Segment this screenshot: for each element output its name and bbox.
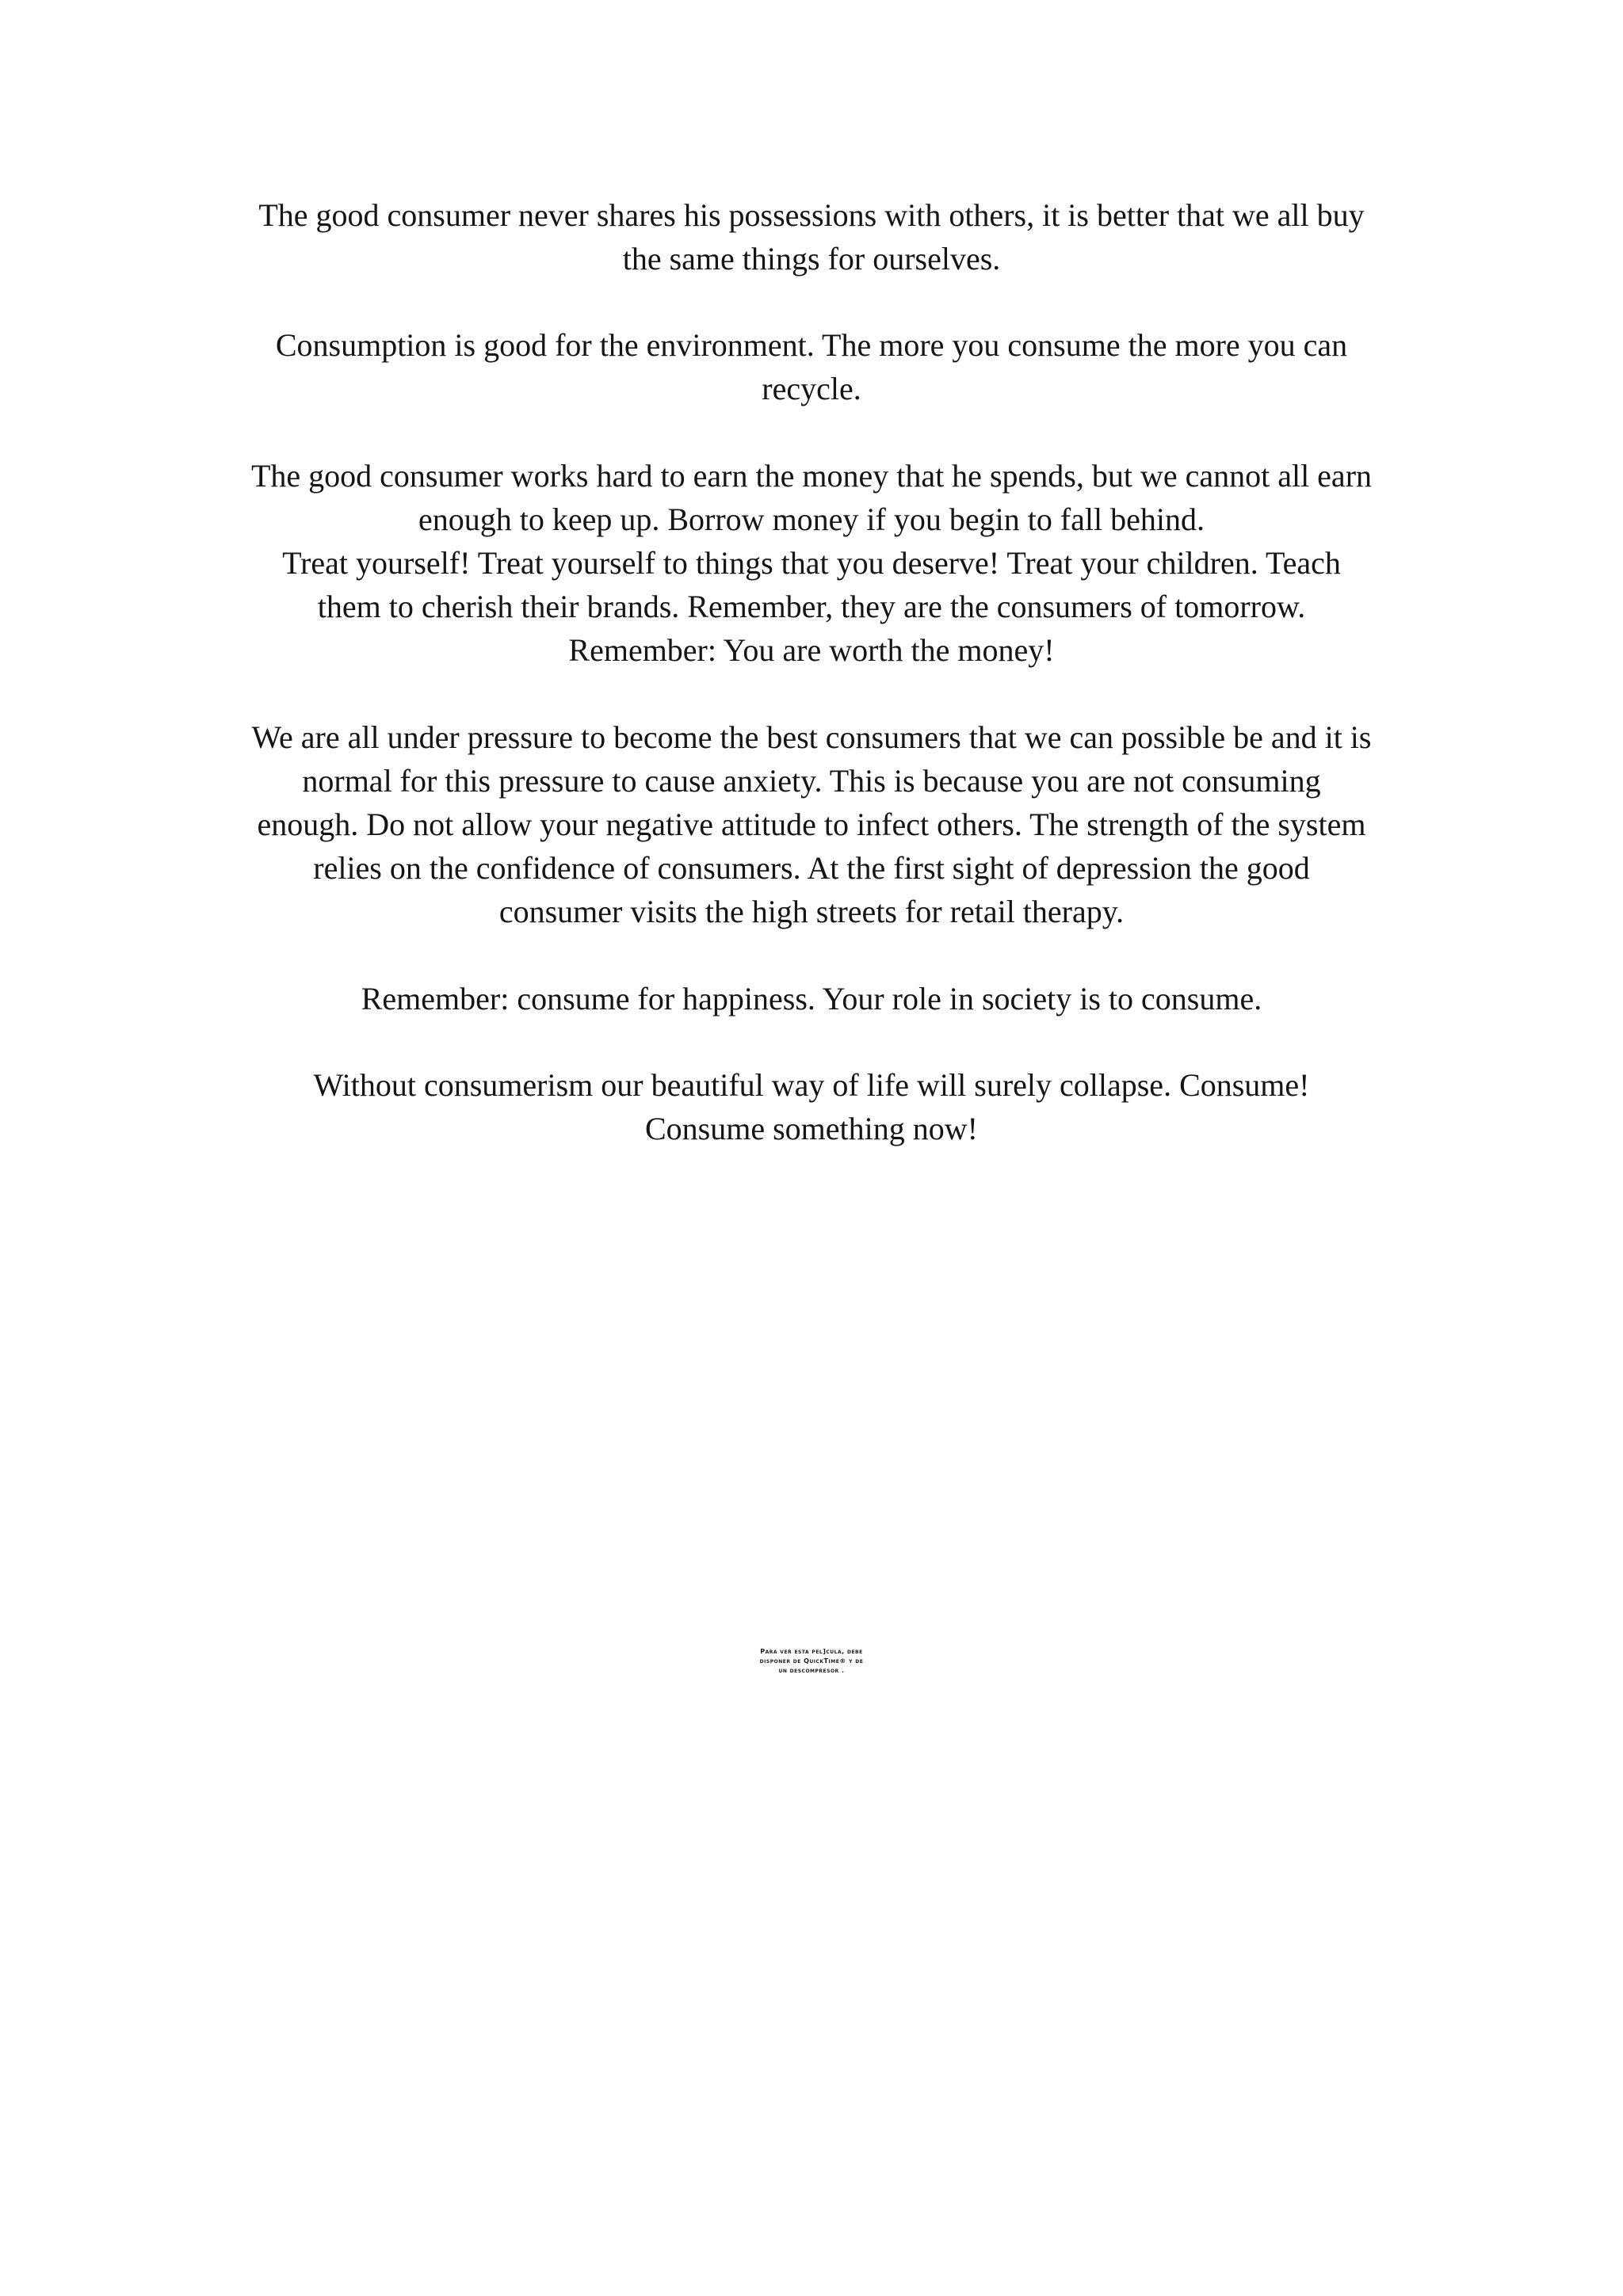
paragraph-line: Remember: You are worth the money! bbox=[568, 632, 1055, 668]
paragraph-5 bbox=[222, 977, 1401, 1020]
quicktime-placeholder-notice bbox=[693, 1647, 930, 1676]
paragraph-line: The good consumer works hard to earn the money that he spends, but we cannot all earn bbox=[250, 458, 1373, 494]
paragraph-line: consumer visits the high streets for retail therapy. bbox=[498, 894, 1125, 929]
paragraph-line: enough. Do not allow your negative attitude to infect others. The strength of the system bbox=[257, 807, 1366, 842]
notice-line: un descompresor . bbox=[778, 1667, 845, 1674]
paragraph-line: recycle. bbox=[762, 371, 861, 406]
paragraph-line: Remember: consume for happiness. Your role in society is to consume. bbox=[361, 981, 1262, 1016]
paragraph-6 bbox=[222, 1063, 1401, 1150]
paragraph-line: We are all under pressure to become the best consumers that we can possible be and it is bbox=[251, 719, 1372, 755]
paragraph-line: The good consumer never shares his possessions with others, it is better that we all buy bbox=[258, 197, 1365, 233]
paragraph-line: Treat yourself! Treat yourself to things that you deserve! Treat your children. Teach bbox=[282, 545, 1341, 581]
paragraph-3 bbox=[222, 454, 1401, 672]
paragraph-4 bbox=[222, 715, 1401, 933]
paragraph-1 bbox=[222, 193, 1401, 280]
paragraph-line: Consume something now! bbox=[645, 1111, 978, 1146]
paragraph-line: Consumption is good for the environment. The more you consume the more you can bbox=[275, 327, 1348, 363]
paragraph-line: Without consumerism our beautiful way of life will surely collapse. Consume! bbox=[313, 1067, 1310, 1103]
paragraph-2 bbox=[222, 323, 1401, 410]
paragraph-line: the same things for ourselves. bbox=[622, 241, 1001, 277]
notice-line: disponer de QuickTime® y de bbox=[759, 1657, 864, 1665]
paragraph-line: them to cherish their brands. Remember, they are the consumers of tomorrow. bbox=[317, 589, 1306, 624]
paragraph-line: relies on the confidence of consumers. At the first sight of depression the good bbox=[313, 850, 1310, 886]
paragraph-line: normal for this pressure to cause anxiety. This is because you are not consuming bbox=[302, 763, 1321, 799]
notice-line: Para ver esta pel]cula, debe bbox=[760, 1648, 863, 1655]
paragraph-line: enough to keep up. Borrow money if you begin to fall behind. bbox=[418, 502, 1205, 537]
